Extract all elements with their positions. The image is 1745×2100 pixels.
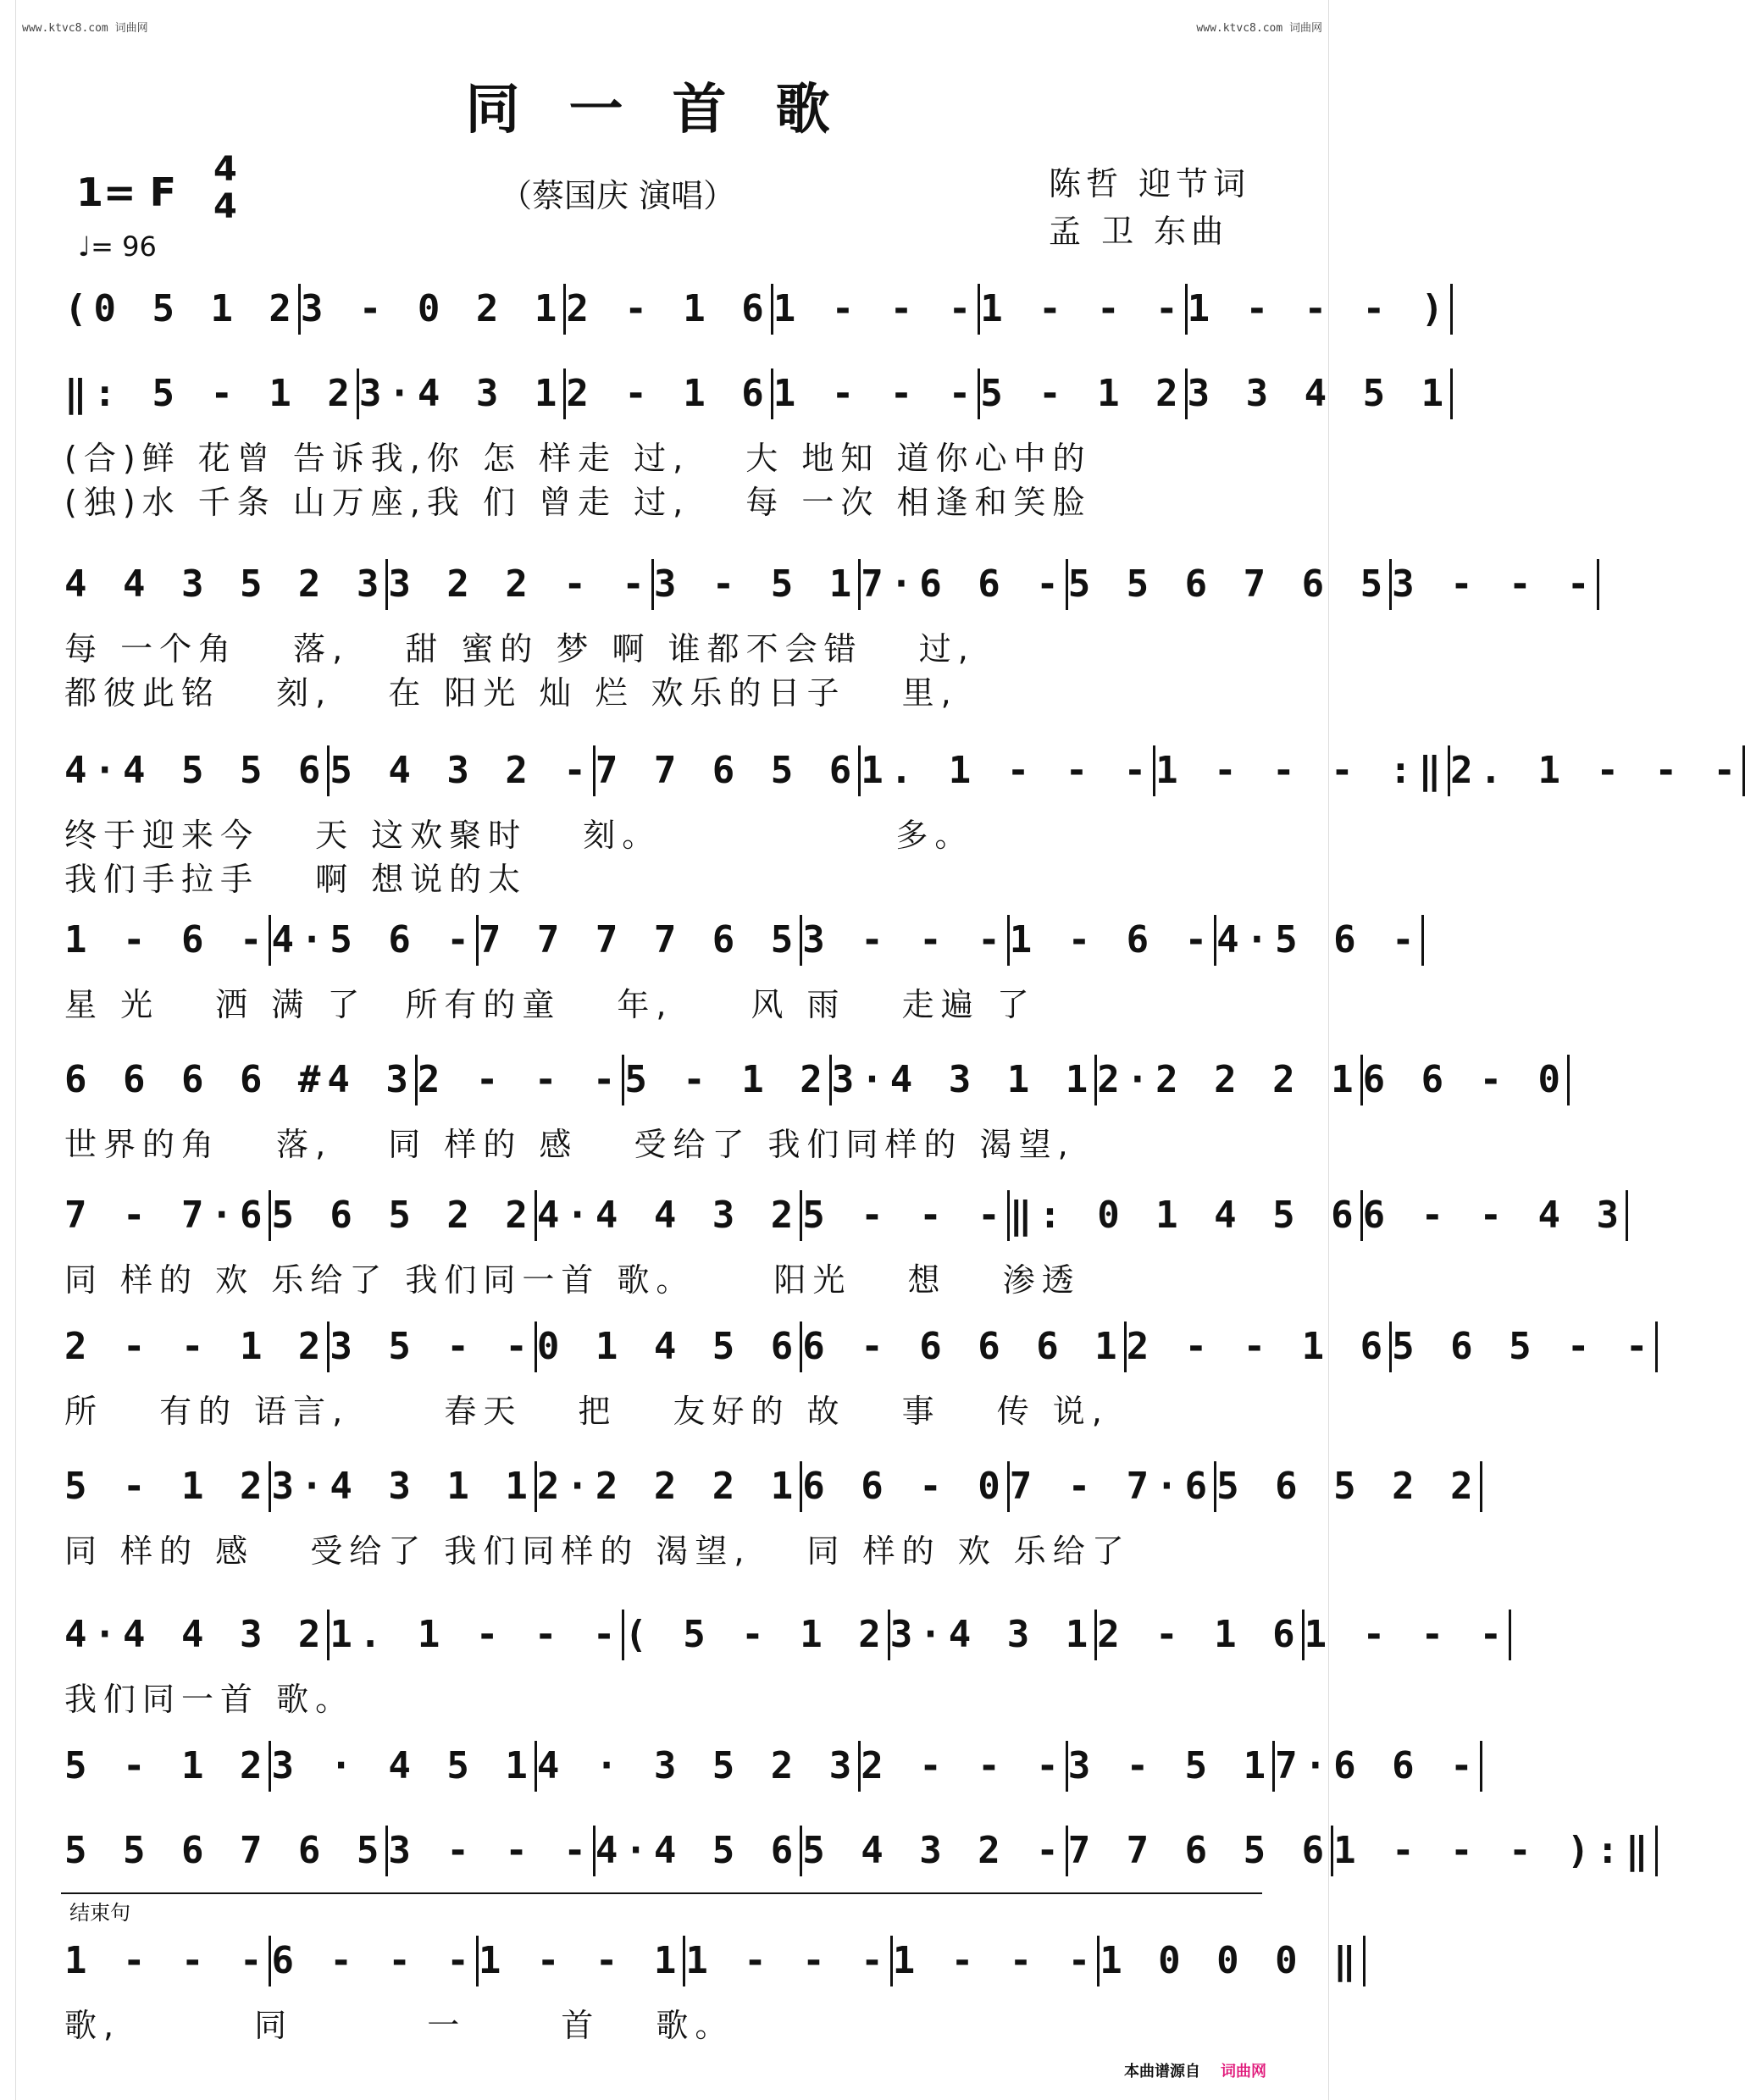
measure: 5 5 6 7 6 5 <box>64 1826 388 1876</box>
measure: 4·5 6 - <box>1216 915 1423 966</box>
measure: 2 - - 1 6 <box>1127 1322 1392 1372</box>
measure: 1 - - - <box>685 1936 892 1986</box>
measure: 3 - 0 2 1 <box>301 284 566 335</box>
music-line <box>64 364 1451 424</box>
measure: ( 5 - 1 2 <box>624 1610 889 1660</box>
measure: 5 4 3 2 - <box>802 1826 1067 1876</box>
source-label: 本曲谱源自 <box>1124 2063 1200 2081</box>
measure: 0 1 4 5 6 <box>537 1322 802 1372</box>
music-line <box>64 741 1742 801</box>
music-line <box>64 1605 1510 1665</box>
measure: 3 - - - <box>802 915 1009 966</box>
key-signature: 1= F <box>76 169 176 215</box>
lyric-line: 歌, 同 一 首 歌。 <box>64 2007 734 2044</box>
measure: 7 7 7 7 6 5 <box>479 915 802 966</box>
measure: 6 6 - 0 <box>1363 1055 1570 1105</box>
measure: 7·6 6 - <box>1275 1741 1482 1792</box>
measure: 3 2 2 - - <box>388 559 653 610</box>
measure: 5 - 1 2 <box>980 368 1187 419</box>
lyric-line: 每 一个角 落, 甜 蜜的 梦 啊 谁都不会错 过, <box>64 630 975 668</box>
measure: 2 - 1 6 <box>1097 1610 1304 1660</box>
measure: 1 - - - ):‖ <box>1333 1826 1657 1876</box>
measure: 7 - 7·6 <box>1010 1461 1216 1512</box>
measure: 2 - 1 6 <box>566 368 773 419</box>
measure: 7·6 6 - <box>861 559 1067 610</box>
measure: 6 - - - <box>271 1936 478 1986</box>
measure: 1 - - - ) <box>1188 284 1453 335</box>
measure: 3 5 - - <box>330 1322 536 1372</box>
measure: 7 - 7·6 <box>64 1190 271 1241</box>
lyric-line: 我们同一首 歌。 <box>64 1681 355 1718</box>
measure: 3·4 3 1 <box>359 368 566 419</box>
lyric-line: 世界的角 落, 同 样的 感 受给了 我们同样的 渴望, <box>64 1126 1075 1163</box>
measure: 1 - - - <box>64 1936 271 1986</box>
measure: 2 - - 1 2 <box>64 1322 330 1372</box>
singer-credit: （蔡国庆 演唱） <box>500 177 736 214</box>
measure: 3 - 5 1 <box>1068 1741 1275 1792</box>
measure: 7 7 6 5 6 <box>596 745 861 796</box>
measure: 1 - - - <box>773 284 980 335</box>
lyric-line: 我们手拉手 啊 想说的太 <box>64 861 528 898</box>
source-brand: 词曲网 <box>1221 2063 1266 2081</box>
measure: 5 5 6 7 6 5 <box>1068 559 1392 610</box>
measure: 3 3 4 5 1 <box>1188 368 1453 419</box>
lyric-line: (合)鲜 花曾 告诉我,你 怎 样走 过, 大 地知 道你心中的 <box>64 440 1092 477</box>
time-signature-top: 4 <box>213 150 237 189</box>
measure: 1. 1 - - - <box>861 745 1155 796</box>
time-signature <box>213 151 237 225</box>
measure: 4 · 3 5 2 3 <box>537 1741 861 1792</box>
measure: 6 - 6 6 6 1 <box>802 1322 1126 1372</box>
lyric-line: 所 有的 语言, 春天 把 友好的 故 事 传 说, <box>64 1393 1109 1430</box>
measure: 4·4 5 6 <box>596 1826 802 1876</box>
measure: ‖: 5 - 1 2 <box>64 368 359 419</box>
lyric-line: 终于迎来今 天 这欢聚时 刻。 多。 <box>64 817 974 854</box>
composer-credit: 孟 卫 东曲 <box>1049 213 1229 250</box>
ending-bracket <box>61 1892 1262 1903</box>
measure: 3·4 3 1 1 <box>832 1055 1097 1105</box>
music-line <box>64 1186 1626 1245</box>
song-title: 同一首歌 <box>465 78 879 141</box>
measure: 2 - 1 6 <box>566 284 773 335</box>
measure: 3 - - - <box>388 1826 595 1876</box>
music-line <box>64 1457 1480 1516</box>
tempo-marking: ♩= 96 <box>78 230 157 263</box>
measure: (0 5 1 2 <box>64 284 301 335</box>
measure: 4·5 6 - <box>271 915 478 966</box>
measure: 5 - - - <box>802 1190 1009 1241</box>
measure: 4·4 5 5 6 <box>64 745 330 796</box>
music-line <box>64 1931 1363 1991</box>
measure: 2 - - - <box>418 1055 624 1105</box>
ending-label: 结束句 <box>69 1901 130 1925</box>
measure: 1 - - - <box>1305 1610 1511 1660</box>
lyric-line: 都彼此铭 刻, 在 阳光 灿 烂 欢乐的日子 里, <box>64 674 958 712</box>
measure: 2·2 2 2 1 <box>1097 1055 1362 1105</box>
music-line <box>64 1737 1480 1796</box>
measure: 4 4 3 5 2 3 <box>64 559 388 610</box>
measure: 3 - 5 1 <box>654 559 861 610</box>
measure: 6 - - 4 3 <box>1363 1190 1628 1241</box>
measure: 3 - - - <box>1392 559 1598 610</box>
lyricist-credit: 陈哲 迎节词 <box>1049 165 1251 202</box>
measure: 4·4 4 3 2 <box>537 1190 802 1241</box>
measure: 1 - - 1 <box>479 1936 685 1986</box>
measure: 1 - 6 - <box>64 915 271 966</box>
source-credit <box>1124 2059 1266 2081</box>
time-signature-bottom: 4 <box>213 187 237 226</box>
measure: 5 - 1 2 <box>64 1461 271 1512</box>
measure: 5 4 3 2 - <box>330 745 595 796</box>
measure: ‖: 0 1 4 5 6 <box>1010 1190 1363 1241</box>
measure: 1. 1 - - - <box>330 1610 624 1660</box>
measure: 1 - - - :‖ <box>1155 745 1450 796</box>
measure: 3·4 3 1 <box>890 1610 1097 1660</box>
measure: 2 - - - <box>861 1741 1067 1792</box>
measure: 6 6 6 6 #4 3 <box>64 1055 418 1105</box>
measure: 1 - - - <box>773 368 980 419</box>
lyric-line: 星 光 洒 满 了 所有的童 年, 风 雨 走遍 了 <box>64 986 1036 1023</box>
measure: 1 - 6 - <box>1010 915 1216 966</box>
lyric-line: 同 样的 感 受给了 我们同样的 渴望, 同 样的 欢 乐给了 <box>64 1532 1131 1570</box>
lyric-line: (独)水 千条 山万座,我 们 曾走 过, 每 一次 相逢和笑脸 <box>64 484 1092 521</box>
music-line <box>64 1050 1568 1110</box>
measure: 5 6 5 2 2 <box>1216 1461 1482 1512</box>
left-border-strip <box>0 0 16 2100</box>
music-line <box>64 911 1421 970</box>
measure: 5 - 1 2 <box>624 1055 831 1105</box>
measure: 6 6 - 0 <box>802 1461 1009 1512</box>
music-line <box>64 555 1597 614</box>
measure: 5 6 5 2 2 <box>271 1190 536 1241</box>
measure: 1 0 0 0 ‖ <box>1100 1936 1365 1986</box>
measure: 7 7 6 5 6 <box>1068 1826 1333 1876</box>
music-line <box>64 280 1451 339</box>
watermark-right: www.ktvc8.com 词曲网 <box>1196 22 1322 35</box>
measure: 4·4 4 3 2 <box>64 1610 330 1660</box>
measure: 1 - - - <box>893 1936 1100 1986</box>
measure: 3 · 4 5 1 <box>271 1741 536 1792</box>
measure: 2. 1 - - - <box>1450 745 1745 796</box>
measure: 3·4 3 1 1 <box>271 1461 536 1512</box>
measure: 5 6 5 - - <box>1392 1322 1657 1372</box>
watermark-left: www.ktvc8.com 词曲网 <box>22 22 148 35</box>
measure: 1 - - - <box>980 284 1187 335</box>
music-line <box>64 1821 1655 1881</box>
measure: 5 - 1 2 <box>64 1741 271 1792</box>
lyric-line: 同 样的 欢 乐给了 我们同一首 歌。 阳光 想 渗透 <box>64 1261 1081 1299</box>
measure: 2·2 2 2 1 <box>537 1461 802 1512</box>
music-line <box>64 1317 1655 1377</box>
